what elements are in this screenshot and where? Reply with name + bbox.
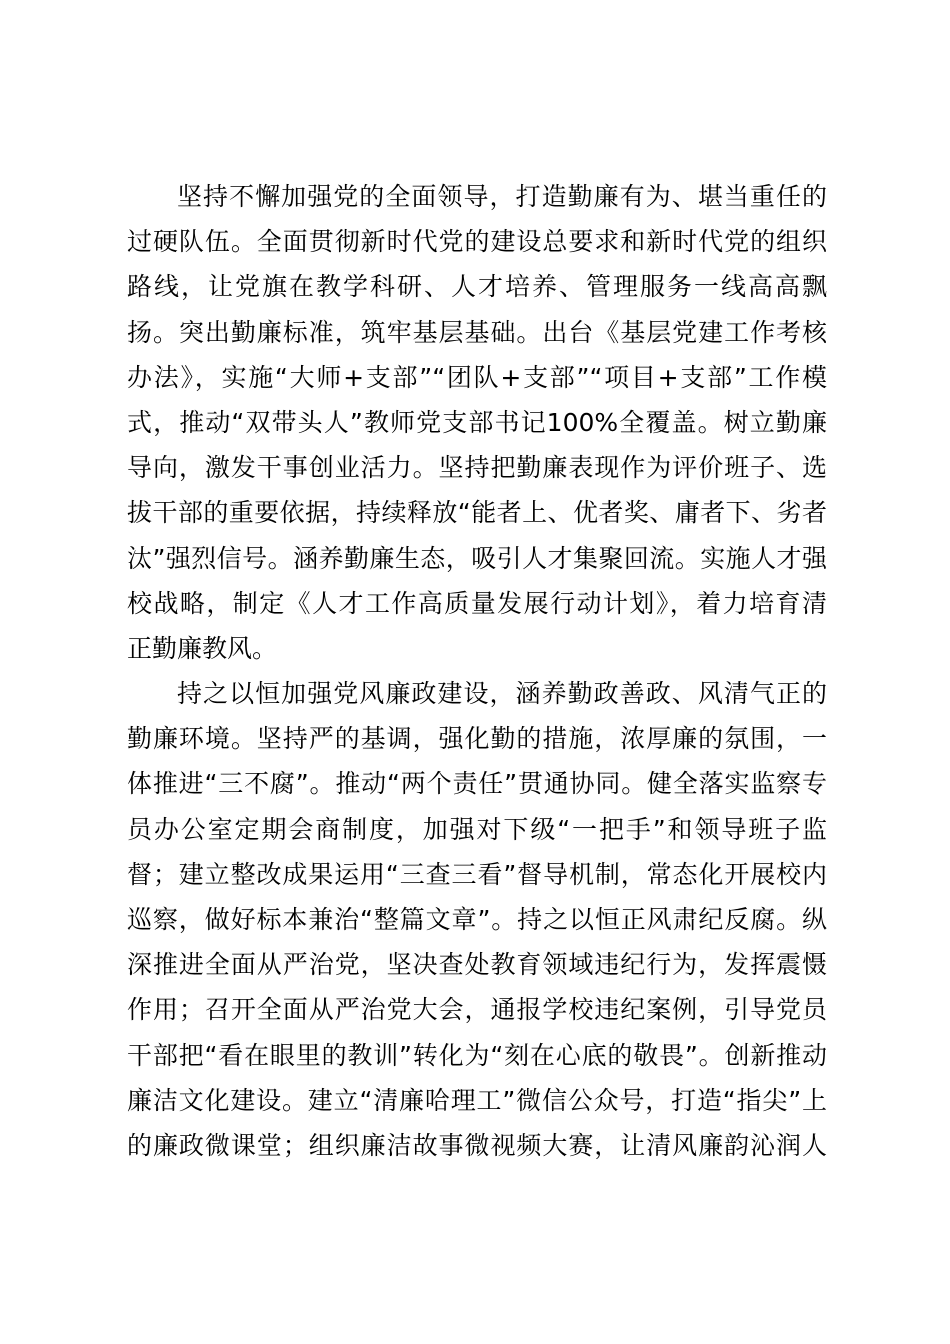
- text-line: 坚持不懈加强党的全面领导，打造勤廉有为、堪当重任的: [177, 182, 827, 211]
- text-line: 勤廉环境。坚持严的基调，强化勤的措施，浓厚廉的氛围，一: [127, 724, 827, 754]
- paragraph-1: [127, 174, 827, 671]
- text-line: 巡察，做好标本兼治“整篇文章”。持之以恒正风肃纪反腐。纵: [127, 905, 827, 934]
- text-line: 督；建立整改成果运用“三查三看”督导机制，常态化开展校内: [127, 859, 827, 889]
- text-line: 作用；召开全面从严治党大会，通报学校违纪案例，引导党员: [127, 995, 827, 1025]
- text-line: 扬。突出勤廉标准，筑牢基层基础。出台《基层党建工作考核: [127, 317, 827, 347]
- text-line: 办法》，实施“大师+支部”“团队+支部”“项目+支部”工作模: [127, 362, 827, 392]
- text-line: 正勤廉教风。: [127, 633, 278, 663]
- text-line: 过硬队伍。全面贯彻新时代党的建设总要求和新时代党的组织: [127, 227, 827, 257]
- text-line: 式，推动“双带头人”教师党支部书记100%全覆盖。树立勤廉: [127, 407, 827, 437]
- body-text: [127, 174, 827, 1168]
- text-line: 路线，让党旗在教学科研、人才培养、管理服务一线高高飘: [127, 272, 827, 302]
- text-line: 员办公室定期会商制度，加强对下级“一把手”和领导班子监: [127, 814, 827, 844]
- text-line: 汰”强烈信号。涵养勤廉生态，吸引人才集聚回流。实施人才强: [127, 543, 827, 573]
- text-line: 的廉政微课堂；组织廉洁故事微视频大赛，让清风廉韵沁润人: [127, 1130, 827, 1160]
- text-line: 导向，激发干事创业活力。坚持把勤廉表现作为评价班子、选: [127, 453, 827, 483]
- text-line: 校战略，制定《人才工作高质量发展行动计划》，着力培育清: [127, 588, 827, 618]
- text-line: 廉洁文化建设。建立“清廉哈理工”微信公众号，打造“指尖”上: [127, 1085, 827, 1115]
- text-line: 拔干部的重要依据，持续释放“能者上、优者奖、庸者下、劣者: [127, 498, 827, 528]
- text-line: 体推进“三不腐”。推动“两个责任”贯通协同。健全落实监察专: [127, 769, 827, 799]
- text-line: 干部把“看在眼里的教训”转化为“刻在心底的敬畏”。创新推动: [127, 1040, 827, 1070]
- text-line: 深推进全面从严治党，坚决查处教育领域违纪行为，发挥震慑: [127, 950, 827, 980]
- paragraph-2: [127, 671, 827, 1168]
- text-line: 持之以恒加强党风廉政建设，涵养勤政善政、风清气正的: [177, 679, 827, 709]
